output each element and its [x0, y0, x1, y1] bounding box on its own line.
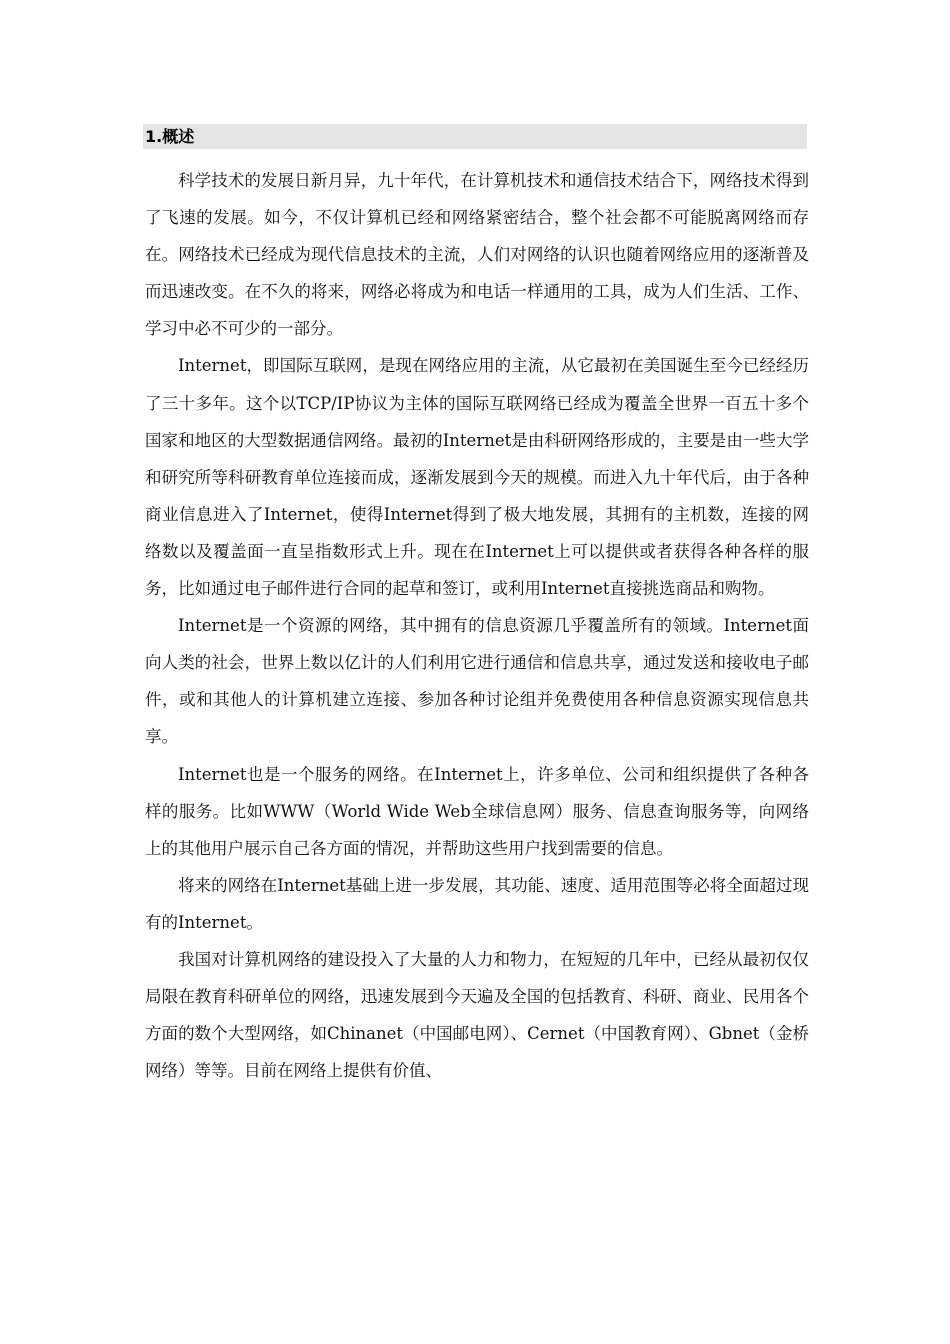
body-text	[145, 162, 809, 1089]
paragraph: 将来的网络在Internet基础上进一步发展，其功能、速度、适用范围等必将全面超过现有的Internet。	[145, 875, 809, 932]
paragraph: Internet，即国际互联网，是现在网络应用的主流，从它最初在美国诞生至今已经经历了三十多年。这个以TCP/IP协议为主体的国际互联网络已经成为覆盖全世界一百五十多个国家和地区的大型数据通信网络。最初的Internet是由科研网络形成的，主要是由一些大学和研究所等科研教育单位连接而成，逐渐发展到今天的规模。而进入九十年代后，由于各种商业信息进入了Internet，使得Internet得到了极大地发展，其拥有的主机数，连接的网络数以及覆盖面一直呈指数形式上升。现在在Internet上可以提供或者获得各种各样的服务，比如通过电子邮件进行合同的起草和签订，或利用Internet直接挑选商品和购物。	[145, 356, 809, 599]
paragraph: 我国对计算机网络的建设投入了大量的人力和物力，在短短的几年中，已经从最初仅仅局限在教育科研单位的网络，迅速发展到今天遍及全国的包括教育、科研、商业、民用各个方面的数个大型网络，如Chinanet（中国邮电网）、Cernet（中国教育网）、Gbnet（金桥网络）等等。目前在网络上提供有价值、	[145, 949, 809, 1081]
section-heading: 1.概述	[145, 127, 195, 146]
paragraph: 科学技术的发展日新月异，九十年代，在计算机技术和通信技术结合下，网络技术得到了飞速的发展。如今，不仅计算机已经和网络紧密结合，整个社会都不可能脱离网络而存在。网络技术已经成为现代信息技术的主流，人们对网络的认识也随着网络应用的逐渐普及而迅速改变。在不久的将来，网络必将成为和电话一样通用的工具，成为人们生活、工作、学习中必不可少的一部分。	[145, 171, 809, 339]
heading-highlight-bar	[143, 124, 807, 149]
paragraph: Internet是一个资源的网络，其中拥有的信息资源几乎覆盖所有的领域。Internet面向人类的社会，世界上数以亿计的人们利用它进行通信和信息共享，通过发送和接收电子邮件，或和其他人的计算机建立连接、参加各种讨论组并免费使用各种信息资源实现信息共享。	[145, 616, 809, 747]
paragraph: Internet也是一个服务的网络。在Internet上，许多单位、公司和组织提供了各种各样的服务。比如WWW（World Wide Web全球信息网）服务、信息查询服务等，向网络上的其他用户展示自己各方面的情况，并帮助这些用户找到需要的信息。	[145, 764, 809, 858]
